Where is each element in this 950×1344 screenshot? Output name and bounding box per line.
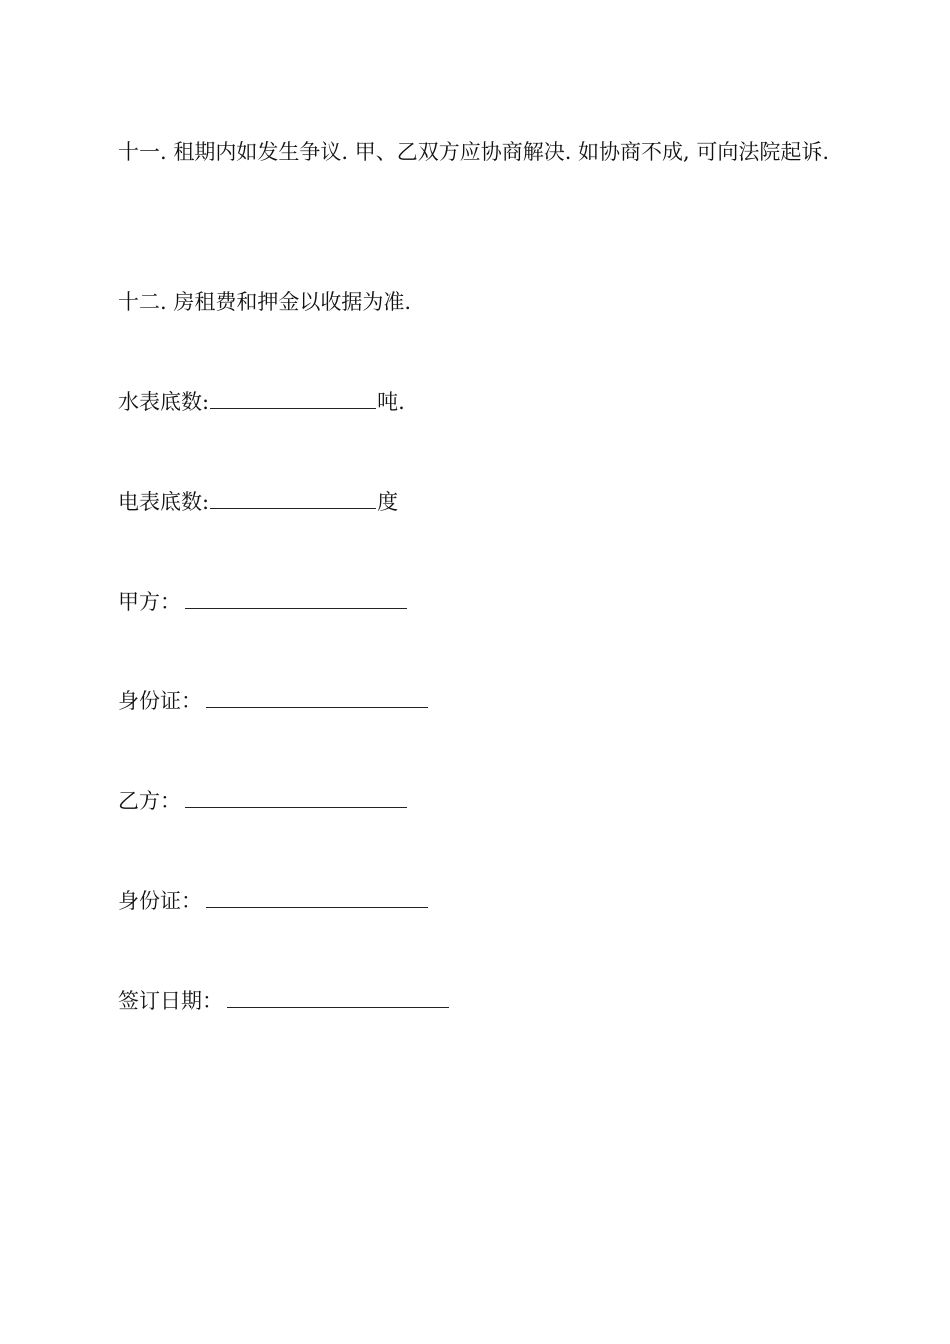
electric-meter-unit: 度 [377, 490, 399, 514]
clause-12: 十二. 房租费和押金以收据为准. [118, 290, 412, 314]
clause-11: 十一. 租期内如发生争议. 甲、乙双方应协商解决. 如协商不成, 可向法院起诉. [118, 140, 830, 164]
id-a-blank[interactable] [206, 685, 428, 708]
sign-date-blank[interactable] [227, 985, 449, 1008]
water-meter-label: 水表底数: [118, 390, 210, 414]
id-b-label: 身份证： [118, 889, 202, 913]
party-a-blank[interactable] [185, 586, 407, 609]
sign-date-label: 签订日期： [118, 989, 223, 1013]
sign-date-row [118, 985, 449, 1015]
electric-meter-label: 电表底数: [118, 490, 210, 514]
water-meter-blank[interactable] [210, 386, 376, 409]
id-b-blank[interactable] [206, 885, 428, 908]
water-meter-row [118, 386, 405, 416]
electric-meter-row [118, 486, 398, 516]
party-b-label: 乙方： [118, 789, 181, 813]
electric-meter-blank[interactable] [210, 486, 376, 509]
water-meter-unit: 吨. [377, 390, 405, 414]
id-a-label: 身份证： [118, 689, 202, 713]
id-b-row [118, 885, 428, 915]
party-a-row [118, 586, 407, 616]
party-b-blank[interactable] [185, 785, 407, 808]
party-b-row [118, 785, 407, 815]
party-a-label: 甲方： [118, 590, 181, 614]
id-a-row [118, 685, 428, 715]
